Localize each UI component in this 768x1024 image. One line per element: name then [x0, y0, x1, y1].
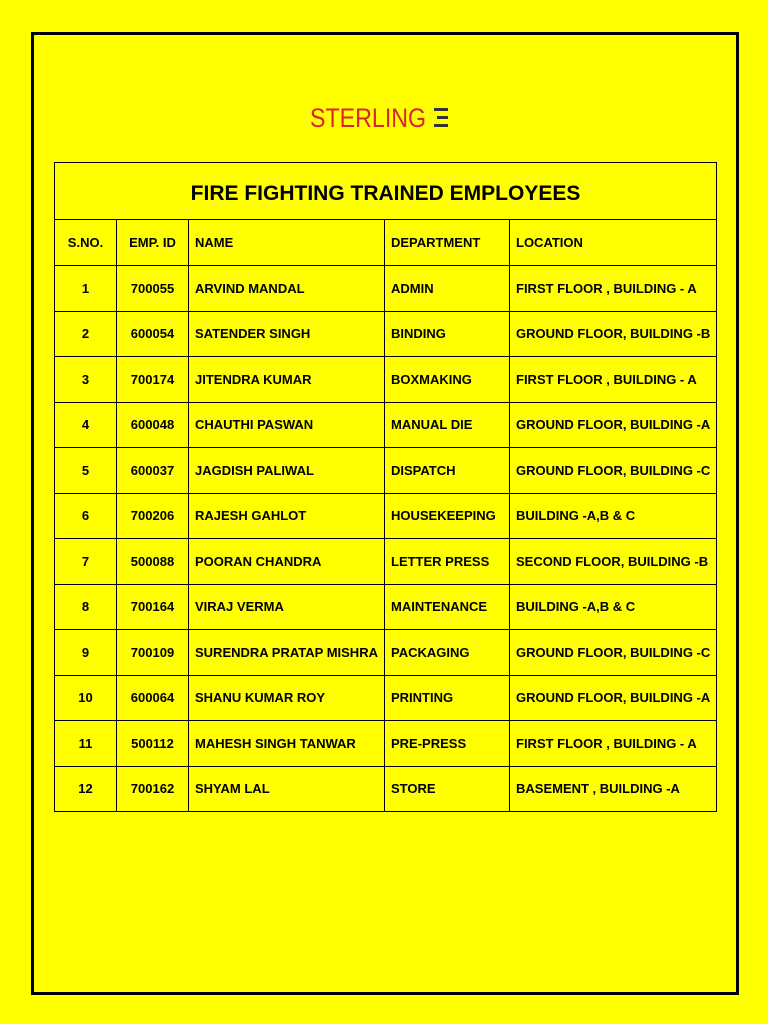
logo-mark-icon: [434, 107, 448, 129]
table-row: [55, 766, 717, 812]
header-location: LOCATION: [510, 220, 717, 266]
cell-location: FIRST FLOOR , BUILDING - A: [510, 357, 717, 403]
cell-name: SHANU KUMAR ROY: [189, 675, 385, 721]
cell-name: VIRAJ VERMA: [189, 584, 385, 630]
table-row: [55, 584, 717, 630]
cell-sno: 12: [55, 766, 117, 812]
cell-sno: 5: [55, 448, 117, 494]
cell-name: POORAN CHANDRA: [189, 539, 385, 585]
cell-emp-id: 700206: [117, 493, 189, 539]
cell-department: LETTER PRESS: [385, 539, 510, 585]
table-body: [55, 266, 717, 812]
cell-name: CHAUTHI PASWAN: [189, 402, 385, 448]
cell-department: HOUSEKEEPING: [385, 493, 510, 539]
cell-emp-id: 500088: [117, 539, 189, 585]
cell-name: JAGDISH PALIWAL: [189, 448, 385, 494]
header-department: DEPARTMENT: [385, 220, 510, 266]
cell-sno: 10: [55, 675, 117, 721]
cell-location: GROUND FLOOR, BUILDING -A: [510, 675, 717, 721]
table-row: [55, 675, 717, 721]
cell-name: JITENDRA KUMAR: [189, 357, 385, 403]
cell-emp-id: 700055: [117, 266, 189, 312]
cell-location: GROUND FLOOR, BUILDING -B: [510, 311, 717, 357]
table-row: [55, 493, 717, 539]
header-sno: S.NO.: [55, 220, 117, 266]
cell-sno: 3: [55, 357, 117, 403]
table-row: [55, 539, 717, 585]
table-row: [55, 630, 717, 676]
cell-department: STORE: [385, 766, 510, 812]
cell-department: PACKAGING: [385, 630, 510, 676]
cell-sno: 6: [55, 493, 117, 539]
cell-department: PRE-PRESS: [385, 721, 510, 767]
table-row: [55, 448, 717, 494]
cell-department: ADMIN: [385, 266, 510, 312]
cell-sno: 11: [55, 721, 117, 767]
cell-location: BUILDING -A,B & C: [510, 584, 717, 630]
cell-emp-id: 600054: [117, 311, 189, 357]
cell-sno: 8: [55, 584, 117, 630]
table-row: [55, 357, 717, 403]
cell-department: PRINTING: [385, 675, 510, 721]
cell-department: DISPATCH: [385, 448, 510, 494]
cell-location: FIRST FLOOR , BUILDING - A: [510, 266, 717, 312]
cell-sno: 2: [55, 311, 117, 357]
cell-location: GROUND FLOOR, BUILDING -C: [510, 448, 717, 494]
header-name: NAME: [189, 220, 385, 266]
employees-table: [54, 162, 717, 812]
cell-location: BASEMENT , BUILDING -A: [510, 766, 717, 812]
cell-name: SHYAM LAL: [189, 766, 385, 812]
cell-emp-id: 700109: [117, 630, 189, 676]
logo-text: STERLING: [310, 103, 427, 133]
cell-location: SECOND FLOOR, BUILDING -B: [510, 539, 717, 585]
cell-sno: 7: [55, 539, 117, 585]
cell-emp-id: 600064: [117, 675, 189, 721]
table-title-row: [55, 163, 717, 220]
cell-department: BOXMAKING: [385, 357, 510, 403]
sterling-logo: [310, 103, 445, 133]
cell-emp-id: 600048: [117, 402, 189, 448]
cell-location: BUILDING -A,B & C: [510, 493, 717, 539]
cell-name: MAHESH SINGH TANWAR: [189, 721, 385, 767]
cell-department: BINDING: [385, 311, 510, 357]
cell-location: GROUND FLOOR, BUILDING -C: [510, 630, 717, 676]
cell-name: SURENDRA PRATAP MISHRA: [189, 630, 385, 676]
cell-emp-id: 700162: [117, 766, 189, 812]
table-row: [55, 311, 717, 357]
cell-name: SATENDER SINGH: [189, 311, 385, 357]
header-emp-id: EMP. ID: [117, 220, 189, 266]
cell-emp-id: 700174: [117, 357, 189, 403]
cell-department: MANUAL DIE: [385, 402, 510, 448]
cell-emp-id: 600037: [117, 448, 189, 494]
table-row: [55, 402, 717, 448]
cell-name: RAJESH GAHLOT: [189, 493, 385, 539]
cell-emp-id: 700164: [117, 584, 189, 630]
cell-department: MAINTENANCE: [385, 584, 510, 630]
cell-sno: 4: [55, 402, 117, 448]
table-header-row: [55, 220, 717, 266]
table-row: [55, 721, 717, 767]
cell-emp-id: 500112: [117, 721, 189, 767]
cell-sno: 1: [55, 266, 117, 312]
table-title: FIRE FIGHTING TRAINED EMPLOYEES: [55, 163, 717, 220]
table-row: [55, 266, 717, 312]
cell-location: GROUND FLOOR, BUILDING -A: [510, 402, 717, 448]
cell-location: FIRST FLOOR , BUILDING - A: [510, 721, 717, 767]
cell-name: ARVIND MANDAL: [189, 266, 385, 312]
cell-sno: 9: [55, 630, 117, 676]
